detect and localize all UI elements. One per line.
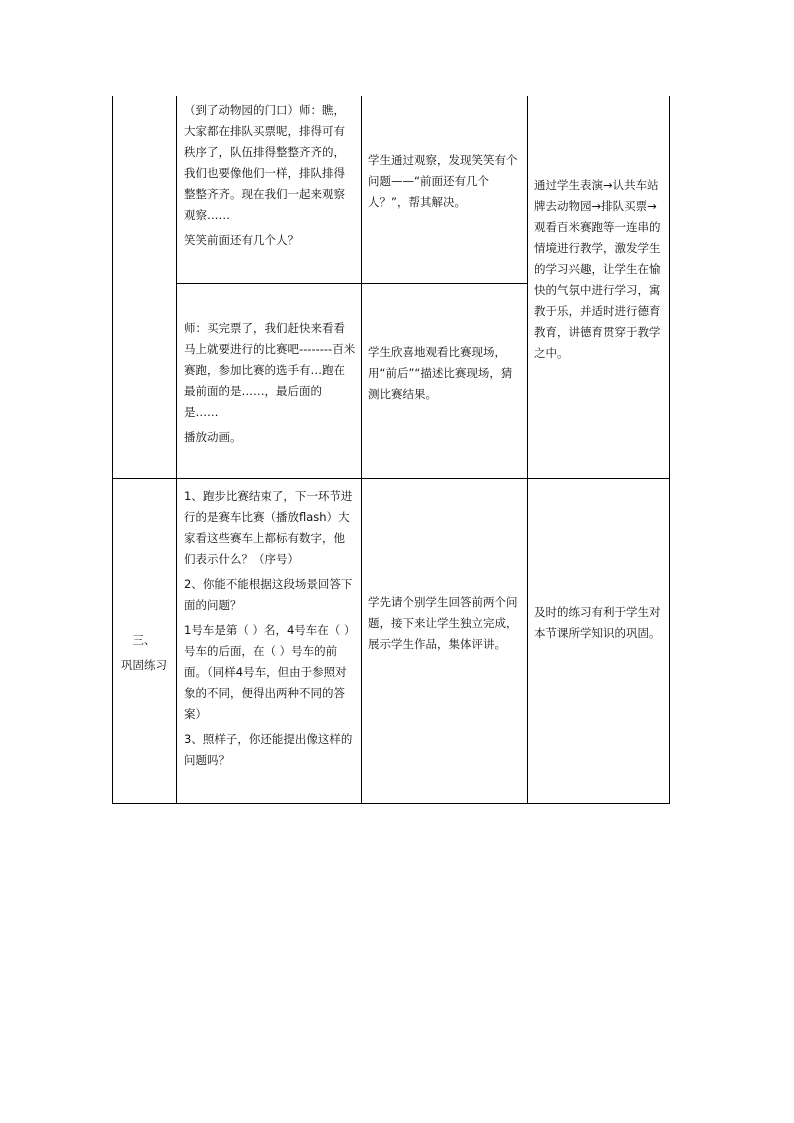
row3-student-text: 学先请个别学生回答前两个问题，接下来让学生独立完成，展示学生作品，集体评讲。 <box>368 595 518 651</box>
row3-exercise-2: 2、你能不能根据这段场景回答下面的问题？ <box>184 577 353 612</box>
row3-student-cell <box>368 592 522 655</box>
row3-stage-number: 三、 <box>132 633 156 647</box>
row3-stage-cell <box>114 630 174 676</box>
row1-teacher-question: 笑笑前面还有几个人？ <box>184 233 299 247</box>
row3-exercise-1: 1、跑步比赛结束了，下一环节进行的是赛车比赛（播放flash）大家看这些赛车上都标有数字，他们表示什么？（序号） <box>184 489 353 566</box>
design-intent-text: 通过学生表演→认共车站牌去动物园→排队买票→观看百米赛跑等一连串的情境进行教学，激发学生的学习兴趣，让学生在愉快的气氛中进行学习，寓教于乐，并适时进行德育教育，讲德育贯穿于教学之中。 <box>534 178 661 360</box>
table-vline-col2 <box>361 96 362 804</box>
row1-teacher-cell <box>184 100 356 251</box>
table-vline-left <box>112 96 113 804</box>
row3-exercise-2-detail: 1号车是第（ ）名，4号车在（ ）号车的后面，在（ ）号车的前面。（同样4号车，但由于参照对象的不同，便得出两种不同的答案） <box>184 623 356 721</box>
row3-stage-name: 巩固练习 <box>121 658 167 672</box>
row3-design-cell <box>534 602 664 644</box>
table-vline-col3 <box>527 96 528 804</box>
row1-student-text: 学生通过观察，发现笑笑有个问题——“前面还有几个人？”，帮其解决。 <box>368 153 518 209</box>
table-hline-row2-bottom <box>112 478 670 479</box>
row2-teacher-text: 师：买完票了，我们赶快来看看马上就要进行的比赛吧--------百米赛跑，参加比赛的选手有…跑在最前面的是……，最后面的是…… <box>184 321 356 419</box>
row1-teacher-text: （到了动物园的门口）师：瞧，大家都在排队买票呢，排得可有秩序了，队伍排得整整齐齐的，我们也要像他们一样，排队排得整整齐齐。现在我们一起来观察观察…… <box>184 103 345 222</box>
row2-student-text: 学生欣喜地观看比赛现场，用“前后”“描述比赛现场，猜测比赛结果。 <box>368 345 513 401</box>
table-vline-right <box>669 96 670 804</box>
row2-teacher-action: 播放动画。 <box>184 430 242 444</box>
row3-design-text: 及时的练习有利于学生对本节课所学知识的巩固。 <box>534 605 661 640</box>
row3-teacher-cell <box>184 486 356 771</box>
row2-teacher-cell <box>184 318 356 448</box>
design-intent-cell <box>534 175 664 364</box>
row2-student-cell <box>368 342 522 405</box>
table-hline-bottom <box>112 803 670 804</box>
table-vline-col1 <box>176 96 177 804</box>
row1-student-cell <box>368 150 522 213</box>
table-hline-row1-bottom <box>176 283 528 284</box>
row3-exercise-3: 3、照样子，你还能提出像这样的问题吗？ <box>184 732 353 767</box>
